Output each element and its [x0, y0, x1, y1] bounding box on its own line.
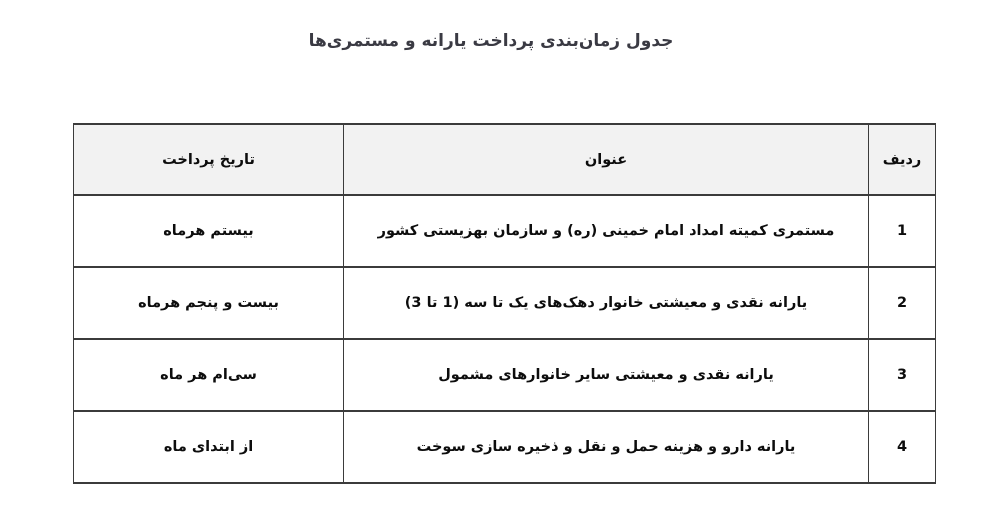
payment-date-cell: بیستم هرماه — [74, 195, 344, 267]
table-row — [74, 411, 936, 483]
payment-date-cell: سی‌ام هر ماه — [74, 339, 344, 411]
title-cell: یارانه دارو و هزینه حمل و نقل و ذخیره سازی سوخت — [344, 411, 869, 483]
table-row — [74, 267, 936, 339]
header-cell-row-number: ردیف — [869, 124, 936, 195]
table-row — [74, 339, 936, 411]
payment-date-cell: از ابتدای ماه — [74, 411, 344, 483]
title-cell: یارانه نقدی و معیشتی سایر خانوارهای مشمول — [344, 339, 869, 411]
title-cell: مستمری کمیته امداد امام خمینی (ره) و سازمان بهزیستی کشور — [344, 195, 869, 267]
payment-schedule-table-container — [73, 123, 936, 484]
row-number-cell: 4 — [869, 411, 936, 483]
page-title: جدول زمان‌بندی پرداخت یارانه و مستمری‌ها — [308, 31, 674, 51]
header-cell-payment-date: تاریخ پرداخت — [74, 124, 344, 195]
payment-date-cell: بیست و پنجم هرماه — [74, 267, 344, 339]
payment-schedule-table — [73, 123, 936, 484]
table-header-row — [74, 124, 936, 195]
table-row — [74, 195, 936, 267]
header-cell-title: عنوان — [344, 124, 869, 195]
row-number-cell: 1 — [869, 195, 936, 267]
title-cell: یارانه نقدی و معیشتی خانوار دهک‌های یک تا سه (1 تا 3) — [344, 267, 869, 339]
row-number-cell: 3 — [869, 339, 936, 411]
row-number-cell: 2 — [869, 267, 936, 339]
